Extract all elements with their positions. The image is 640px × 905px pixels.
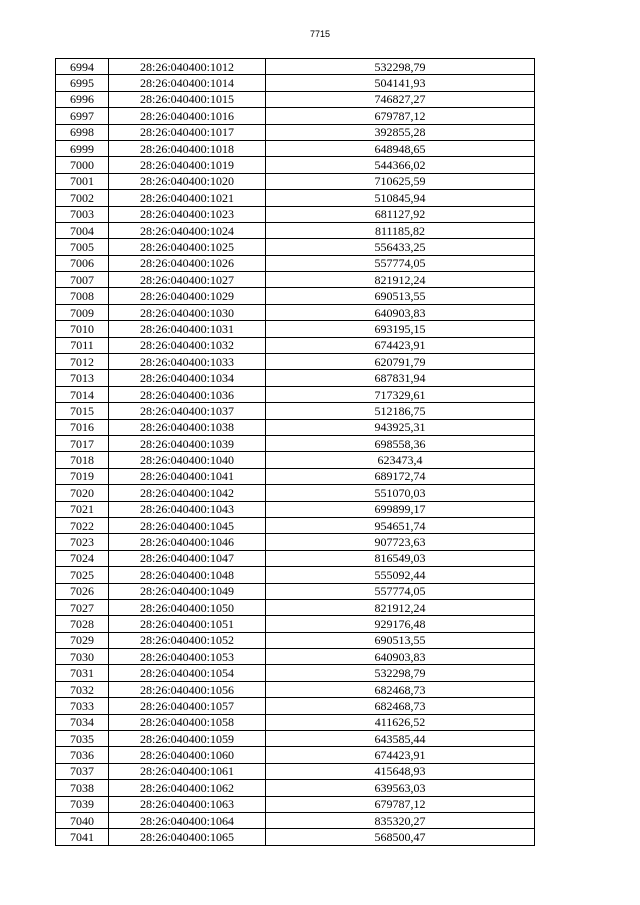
table-row <box>56 468 535 484</box>
value-cell: 557774,05 <box>266 583 535 599</box>
table-row <box>56 354 535 370</box>
table-row <box>56 485 535 501</box>
table-row <box>56 812 535 828</box>
cadastral-number-cell: 28:26:040400:1014 <box>109 75 266 91</box>
table-row <box>56 124 535 140</box>
value-cell: 504141,93 <box>266 75 535 91</box>
table-row <box>56 567 535 583</box>
cadastral-number-cell: 28:26:040400:1038 <box>109 419 266 435</box>
table-row <box>56 731 535 747</box>
table-row <box>56 616 535 632</box>
row-number-cell: 7015 <box>56 403 109 419</box>
value-cell: 682468,73 <box>266 681 535 697</box>
table-row <box>56 714 535 730</box>
value-cell: 690513,55 <box>266 288 535 304</box>
cadastral-number-cell: 28:26:040400:1040 <box>109 452 266 468</box>
value-cell: 512186,75 <box>266 403 535 419</box>
row-number-cell: 7023 <box>56 534 109 550</box>
value-cell: 699899,17 <box>266 501 535 517</box>
row-number-cell: 7024 <box>56 550 109 566</box>
value-cell: 557774,05 <box>266 255 535 271</box>
value-cell: 689172,74 <box>266 468 535 484</box>
row-number-cell: 7018 <box>56 452 109 468</box>
cadastral-number-cell: 28:26:040400:1027 <box>109 272 266 288</box>
cadastral-number-cell: 28:26:040400:1030 <box>109 304 266 320</box>
cadastral-number-cell: 28:26:040400:1032 <box>109 337 266 353</box>
row-number-cell: 7003 <box>56 206 109 222</box>
row-number-cell: 7038 <box>56 780 109 796</box>
row-number-cell: 7028 <box>56 616 109 632</box>
row-number-cell: 7008 <box>56 288 109 304</box>
row-number-cell: 7026 <box>56 583 109 599</box>
table-row <box>56 190 535 206</box>
table-row <box>56 550 535 566</box>
table-row <box>56 91 535 107</box>
row-number-cell: 7030 <box>56 649 109 665</box>
table-row <box>56 239 535 255</box>
row-number-cell: 7029 <box>56 632 109 648</box>
row-number-cell: 7033 <box>56 698 109 714</box>
value-cell: 679787,12 <box>266 796 535 812</box>
value-cell: 821912,24 <box>266 599 535 615</box>
cadastral-number-cell: 28:26:040400:1061 <box>109 763 266 779</box>
table-row <box>56 780 535 796</box>
row-number-cell: 7037 <box>56 763 109 779</box>
cadastral-number-cell: 28:26:040400:1039 <box>109 435 266 451</box>
value-cell: 693195,15 <box>266 321 535 337</box>
cadastral-number-cell: 28:26:040400:1017 <box>109 124 266 140</box>
cadastral-number-cell: 28:26:040400:1033 <box>109 354 266 370</box>
value-cell: 640903,83 <box>266 649 535 665</box>
value-cell: 954651,74 <box>266 517 535 533</box>
value-cell: 643585,44 <box>266 731 535 747</box>
table-row <box>56 272 535 288</box>
table-body <box>56 59 535 846</box>
value-cell: 943925,31 <box>266 419 535 435</box>
value-cell: 568500,47 <box>266 829 535 845</box>
cadastral-number-cell: 28:26:040400:1048 <box>109 567 266 583</box>
row-number-cell: 7010 <box>56 321 109 337</box>
table-row <box>56 157 535 173</box>
row-number-cell: 7005 <box>56 239 109 255</box>
row-number-cell: 6994 <box>56 59 109 75</box>
row-number-cell: 7032 <box>56 681 109 697</box>
row-number-cell: 7006 <box>56 255 109 271</box>
value-cell: 532298,79 <box>266 59 535 75</box>
table-row <box>56 665 535 681</box>
cadastral-number-cell: 28:26:040400:1021 <box>109 190 266 206</box>
value-cell: 687831,94 <box>266 370 535 386</box>
value-cell: 639563,03 <box>266 780 535 796</box>
row-number-cell: 6997 <box>56 108 109 124</box>
cadastral-number-cell: 28:26:040400:1064 <box>109 812 266 828</box>
cadastral-number-cell: 28:26:040400:1041 <box>109 468 266 484</box>
table-row <box>56 583 535 599</box>
cadastral-number-cell: 28:26:040400:1058 <box>109 714 266 730</box>
table-row <box>56 435 535 451</box>
value-cell: 746827,27 <box>266 91 535 107</box>
table-row <box>56 108 535 124</box>
row-number-cell: 7025 <box>56 567 109 583</box>
row-number-cell: 7001 <box>56 173 109 189</box>
cadastral-number-cell: 28:26:040400:1025 <box>109 239 266 255</box>
row-number-cell: 7014 <box>56 386 109 402</box>
table-row <box>56 337 535 353</box>
cadastral-number-cell: 28:26:040400:1029 <box>109 288 266 304</box>
row-number-cell: 7002 <box>56 190 109 206</box>
row-number-cell: 7019 <box>56 468 109 484</box>
value-cell: 679787,12 <box>266 108 535 124</box>
table-row <box>56 517 535 533</box>
page-number: 7715 <box>309 29 331 39</box>
value-cell: 544366,02 <box>266 157 535 173</box>
value-cell: 682468,73 <box>266 698 535 714</box>
row-number-cell: 7017 <box>56 435 109 451</box>
row-number-cell: 7041 <box>56 829 109 845</box>
table-row <box>56 304 535 320</box>
table-row <box>56 288 535 304</box>
cadastral-number-cell: 28:26:040400:1015 <box>109 91 266 107</box>
table-row <box>56 599 535 615</box>
value-cell: 411626,52 <box>266 714 535 730</box>
table-row <box>56 649 535 665</box>
row-number-cell: 6995 <box>56 75 109 91</box>
cadastral-number-cell: 28:26:040400:1053 <box>109 649 266 665</box>
value-cell: 690513,55 <box>266 632 535 648</box>
table-row <box>56 534 535 550</box>
row-number-cell: 7034 <box>56 714 109 730</box>
row-number-cell: 7009 <box>56 304 109 320</box>
data-table <box>55 58 535 846</box>
cadastral-number-cell: 28:26:040400:1046 <box>109 534 266 550</box>
value-cell: 835320,27 <box>266 812 535 828</box>
cadastral-number-cell: 28:26:040400:1034 <box>109 370 266 386</box>
value-cell: 551070,03 <box>266 485 535 501</box>
table-row <box>56 222 535 238</box>
value-cell: 620791,79 <box>266 354 535 370</box>
cadastral-number-cell: 28:26:040400:1063 <box>109 796 266 812</box>
cadastral-number-cell: 28:26:040400:1056 <box>109 681 266 697</box>
row-number-cell: 7040 <box>56 812 109 828</box>
table-row <box>56 698 535 714</box>
value-cell: 623473,4 <box>266 452 535 468</box>
cadastral-number-cell: 28:26:040400:1049 <box>109 583 266 599</box>
cadastral-number-cell: 28:26:040400:1050 <box>109 599 266 615</box>
row-number-cell: 7020 <box>56 485 109 501</box>
cadastral-number-cell: 28:26:040400:1020 <box>109 173 266 189</box>
value-cell: 510845,94 <box>266 190 535 206</box>
value-cell: 717329,61 <box>266 386 535 402</box>
row-number-cell: 7013 <box>56 370 109 386</box>
row-number-cell: 7022 <box>56 517 109 533</box>
table-row <box>56 255 535 271</box>
cadastral-number-cell: 28:26:040400:1012 <box>109 59 266 75</box>
value-cell: 907723,63 <box>266 534 535 550</box>
table-row <box>56 370 535 386</box>
value-cell: 532298,79 <box>266 665 535 681</box>
value-cell: 392855,28 <box>266 124 535 140</box>
cadastral-number-cell: 28:26:040400:1023 <box>109 206 266 222</box>
cadastral-number-cell: 28:26:040400:1042 <box>109 485 266 501</box>
cadastral-number-cell: 28:26:040400:1054 <box>109 665 266 681</box>
table-row <box>56 419 535 435</box>
row-number-cell: 7012 <box>56 354 109 370</box>
value-cell: 556433,25 <box>266 239 535 255</box>
cadastral-number-cell: 28:26:040400:1036 <box>109 386 266 402</box>
row-number-cell: 7016 <box>56 419 109 435</box>
cadastral-number-cell: 28:26:040400:1016 <box>109 108 266 124</box>
cadastral-number-cell: 28:26:040400:1018 <box>109 140 266 156</box>
value-cell: 816549,03 <box>266 550 535 566</box>
table-row <box>56 747 535 763</box>
value-cell: 811185,82 <box>266 222 535 238</box>
row-number-cell: 7007 <box>56 272 109 288</box>
cadastral-number-cell: 28:26:040400:1047 <box>109 550 266 566</box>
value-cell: 929176,48 <box>266 616 535 632</box>
row-number-cell: 7021 <box>56 501 109 517</box>
value-cell: 648948,65 <box>266 140 535 156</box>
cadastral-number-cell: 28:26:040400:1026 <box>109 255 266 271</box>
row-number-cell: 7027 <box>56 599 109 615</box>
value-cell: 821912,24 <box>266 272 535 288</box>
table-row <box>56 763 535 779</box>
row-number-cell: 7039 <box>56 796 109 812</box>
table-row <box>56 796 535 812</box>
cadastral-number-cell: 28:26:040400:1051 <box>109 616 266 632</box>
table-row <box>56 681 535 697</box>
value-cell: 674423,91 <box>266 337 535 353</box>
cadastral-number-cell: 28:26:040400:1052 <box>109 632 266 648</box>
row-number-cell: 6996 <box>56 91 109 107</box>
cadastral-number-cell: 28:26:040400:1062 <box>109 780 266 796</box>
table-row <box>56 75 535 91</box>
table-row <box>56 403 535 419</box>
cadastral-number-cell: 28:26:040400:1059 <box>109 731 266 747</box>
table-row <box>56 632 535 648</box>
value-cell: 681127,92 <box>266 206 535 222</box>
value-cell: 415648,93 <box>266 763 535 779</box>
value-cell: 710625,59 <box>266 173 535 189</box>
value-cell: 555092,44 <box>266 567 535 583</box>
table-row <box>56 140 535 156</box>
cadastral-number-cell: 28:26:040400:1043 <box>109 501 266 517</box>
cadastral-number-cell: 28:26:040400:1045 <box>109 517 266 533</box>
row-number-cell: 7004 <box>56 222 109 238</box>
table-row <box>56 829 535 845</box>
table-row <box>56 206 535 222</box>
cadastral-number-cell: 28:26:040400:1019 <box>109 157 266 173</box>
row-number-cell: 7011 <box>56 337 109 353</box>
row-number-cell: 7000 <box>56 157 109 173</box>
table-row <box>56 59 535 75</box>
table-row <box>56 173 535 189</box>
cadastral-number-cell: 28:26:040400:1060 <box>109 747 266 763</box>
cadastral-number-cell: 28:26:040400:1024 <box>109 222 266 238</box>
table-row <box>56 501 535 517</box>
row-number-cell: 7035 <box>56 731 109 747</box>
table-row <box>56 452 535 468</box>
row-number-cell: 6999 <box>56 140 109 156</box>
value-cell: 640903,83 <box>266 304 535 320</box>
cadastral-number-cell: 28:26:040400:1037 <box>109 403 266 419</box>
value-cell: 698558,36 <box>266 435 535 451</box>
row-number-cell: 7036 <box>56 747 109 763</box>
table-row <box>56 321 535 337</box>
cadastral-number-cell: 28:26:040400:1031 <box>109 321 266 337</box>
cadastral-number-cell: 28:26:040400:1065 <box>109 829 266 845</box>
row-number-cell: 6998 <box>56 124 109 140</box>
value-cell: 674423,91 <box>266 747 535 763</box>
table-row <box>56 386 535 402</box>
row-number-cell: 7031 <box>56 665 109 681</box>
cadastral-number-cell: 28:26:040400:1057 <box>109 698 266 714</box>
